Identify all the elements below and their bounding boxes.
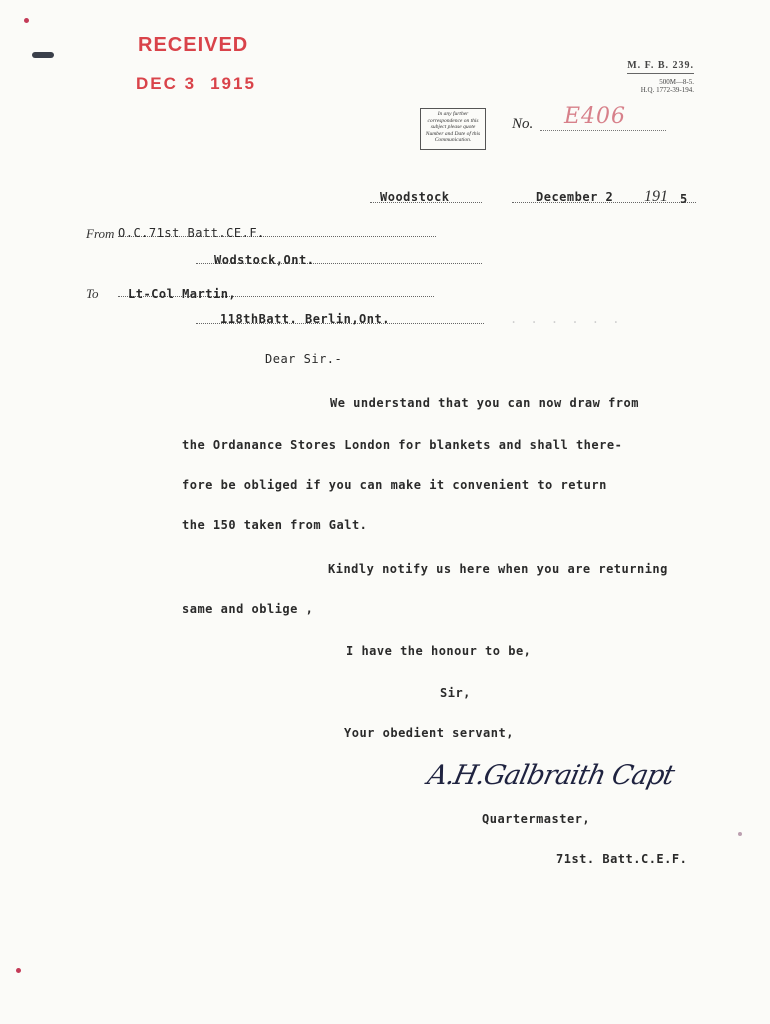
signatory-unit: 71st. Batt.C.E.F. [556, 852, 688, 866]
body-line: fore be obliged if you can make it convenient to return [182, 478, 607, 492]
ink-speck [24, 18, 29, 23]
received-date: DEC 3 [136, 74, 197, 93]
closing-line: Sir, [440, 686, 471, 700]
to-recipient: Lt-Col Martin, [128, 287, 237, 301]
punch-mark [32, 52, 54, 58]
from-label: From [86, 226, 115, 241]
file-number: E406 [564, 104, 627, 129]
quote-notice-box: In any further correspondence on this subject please quote Number and Date of this Communication. [420, 108, 486, 150]
typed-year: 5 [680, 192, 688, 206]
number-label: No. [512, 116, 534, 132]
form-reference [627, 60, 694, 94]
place: Woodstock [380, 190, 450, 204]
closing-line: I have the honour to be, [346, 644, 532, 658]
received-date-stamp [136, 74, 256, 94]
ink-speck [738, 832, 742, 836]
body-line: same and oblige , [182, 602, 314, 616]
printed-year: 191 [644, 188, 668, 205]
to-address: 118thBatt. Berlin,Ont. [220, 312, 390, 326]
form-hq-line: H.Q. 1772-39-194. [640, 86, 694, 94]
signatory-title: Quartermaster, [482, 812, 591, 826]
received-year: 1915 [210, 74, 256, 93]
to-label: To [86, 286, 99, 301]
from-address: Wodstock,Ont. [214, 253, 315, 267]
number-line [540, 130, 666, 131]
form-code: M. F. B. 239. [627, 60, 694, 74]
from-sender: O.C.71st Batt.CE.F. [118, 226, 265, 240]
bleed-through-text: . . . . . . [510, 312, 623, 326]
body-line: Kindly notify us here when you are returning [328, 562, 668, 576]
closing-line: Your obedient servant, [344, 726, 514, 740]
body-line: the Ordanance Stores London for blankets and shall there- [182, 438, 623, 452]
form-print-line: 500M—8-5. [659, 78, 694, 86]
ink-speck [16, 968, 21, 973]
body-line: We understand that you can now draw from [330, 396, 639, 410]
letter-date: December 2 [536, 190, 614, 204]
body-line: the 150 taken from Galt. [182, 518, 368, 532]
received-stamp: RECEIVED [138, 34, 249, 56]
signature: A.H.Galbraith Capt [424, 760, 677, 791]
salutation: Dear Sir.- [265, 352, 343, 366]
